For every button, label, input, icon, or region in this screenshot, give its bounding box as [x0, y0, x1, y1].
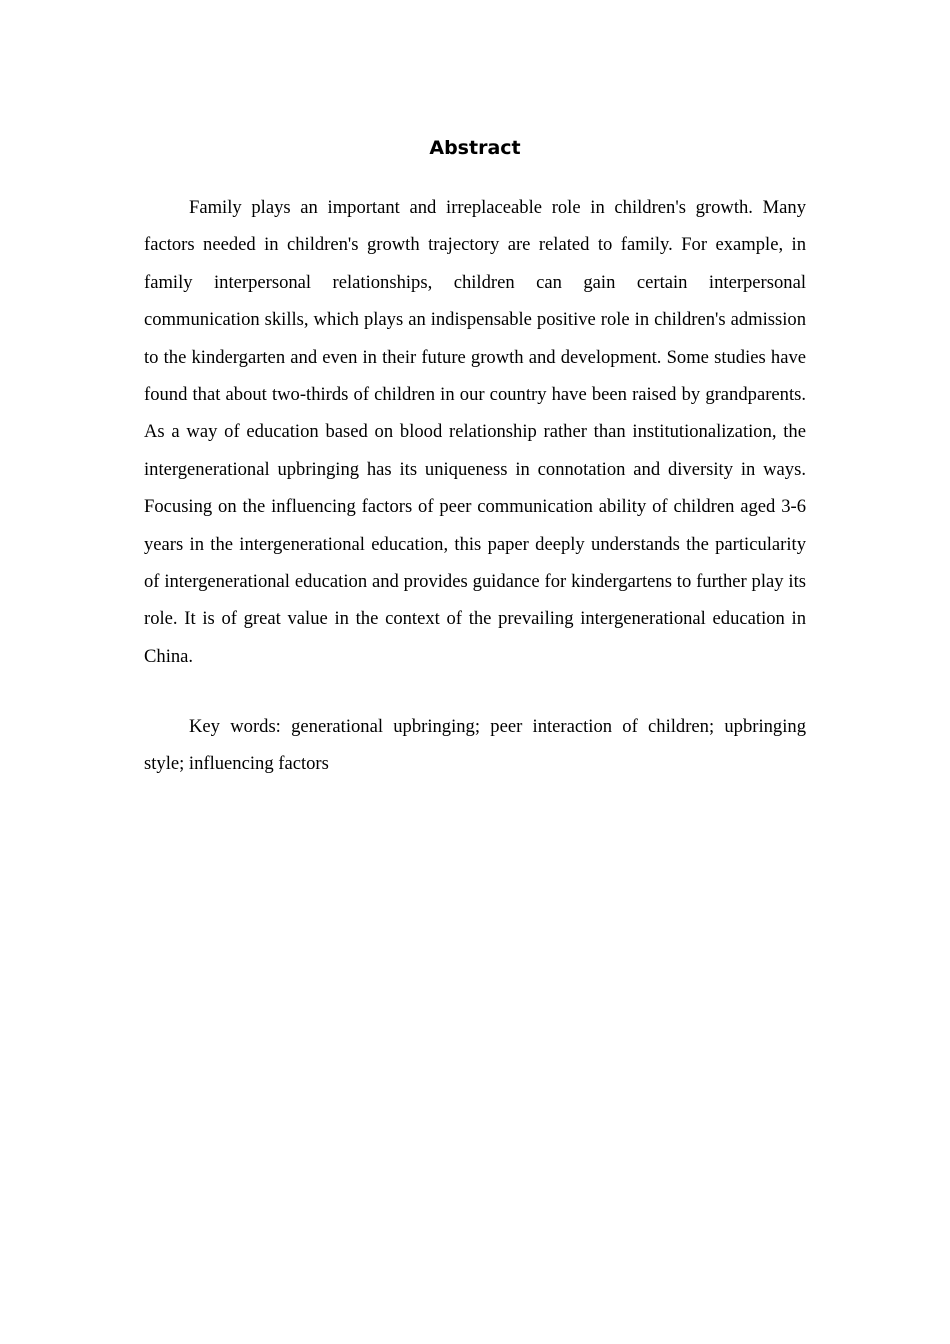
keywords-paragraph: Key words: generational upbringing; peer interaction of children; upbringing style; influencing factors [144, 716, 806, 775]
abstract-paragraph: Family plays an important and irreplaceable role in children's growth. Many factors needed in children's growth trajectory are related to family. For example, in family interpersonal relationships, children can gain certain interpersonal communication skills, which plays an indispensable positive role in children's admission to the kindergarten and even in their future growth and development. Some studies have found that about two-thirds of children in our country have been raised by grandparents. As a way of education based on blood relationship rather than institutionalization, the intergenerational upbringing has its uniqueness in connotation and diversity in ways. Focusing on the influencing factors of peer communication ability of children aged 3-6 years in the intergenerational education, this paper deeply understands the particularity of intergenerational education and provides guidance for kindergartens to further play its role. It is of great value in the context of the prevailing intergenerational education in China. [144, 197, 806, 667]
page-title: Abstract [429, 137, 521, 159]
